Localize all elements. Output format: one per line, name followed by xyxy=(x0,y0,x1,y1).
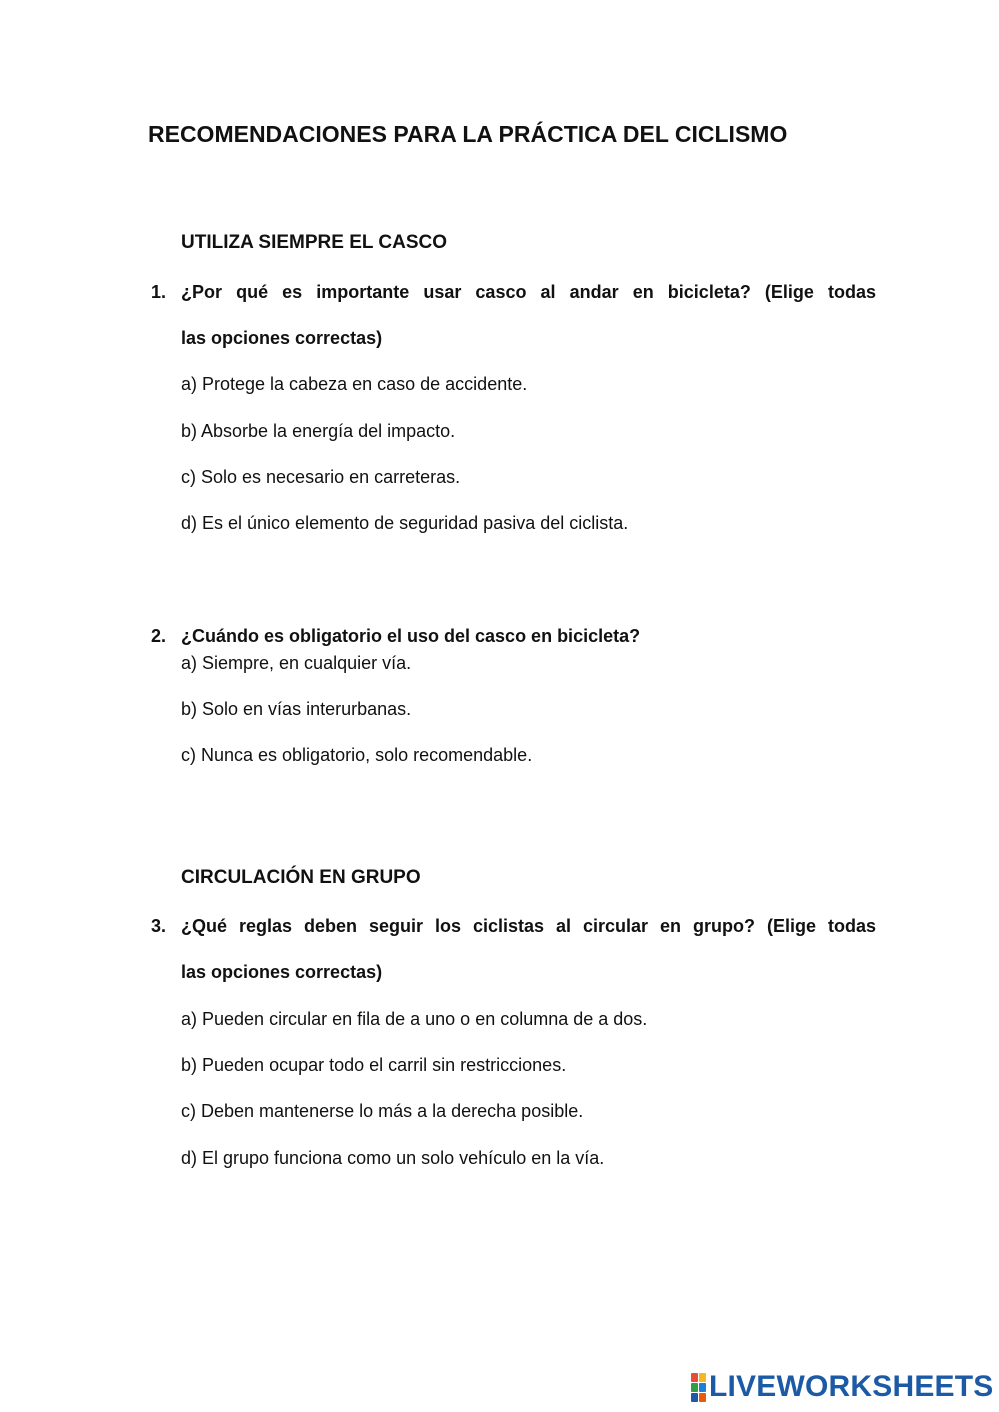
question-2-option-c[interactable]: c) Nunca es obligatorio, solo recomendable. xyxy=(181,745,533,765)
question-1-text-cont: las opciones correctas) xyxy=(181,328,383,348)
question-3-option-b[interactable]: b) Pueden ocupar todo el carril sin restricciones. xyxy=(181,1055,567,1075)
question-1-option-c[interactable]: c) Solo es necesario en carreteras. xyxy=(181,467,461,487)
question-3-text-cont: las opciones correctas) xyxy=(181,962,383,982)
question-2-text: ¿Cuándo es obligatorio el uso del casco en bicicleta? xyxy=(181,626,641,646)
question-1-option-d[interactable]: d) Es el único elemento de seguridad pasiva del ciclista. xyxy=(181,513,629,533)
question-3-option-d[interactable]: d) El grupo funciona como un solo vehículo en la vía. xyxy=(181,1148,605,1168)
page-title: RECOMENDACIONES PARA LA PRÁCTICA DEL CICLISMO xyxy=(148,121,788,147)
question-1-option-b[interactable]: b) Absorbe la energía del impacto. xyxy=(181,421,456,441)
question-1-number: 1. xyxy=(151,282,167,302)
question-2-option-a[interactable]: a) Siempre, en cualquier vía. xyxy=(181,653,412,673)
question-2-number: 2. xyxy=(151,626,167,646)
question-3-number: 3. xyxy=(151,916,167,936)
question-3-option-a[interactable]: a) Pueden circular en fila de a uno o en columna de a dos. xyxy=(181,1009,648,1029)
liveworksheets-logo-text: LIVEWORKSHEETS xyxy=(709,1370,994,1403)
liveworksheets-logo-icon xyxy=(691,1373,705,1401)
section-heading-group: CIRCULACIÓN EN GRUPO xyxy=(181,867,421,888)
question-3-option-c[interactable]: c) Deben mantenerse lo más a la derecha posible. xyxy=(181,1101,584,1121)
question-3-text: ¿Qué reglas deben seguir los ciclistas al circular en grupo? (Elige todas xyxy=(181,916,876,936)
question-2-option-b[interactable]: b) Solo en vías interurbanas. xyxy=(181,699,412,719)
question-1-text: ¿Por qué es importante usar casco al andar en bicicleta? (Elige todas xyxy=(181,282,876,302)
question-1-option-a[interactable]: a) Protege la cabeza en caso de accidente. xyxy=(181,374,528,394)
section-heading-helmet: UTILIZA SIEMPRE EL CASCO xyxy=(181,232,448,253)
liveworksheets-logo[interactable] xyxy=(691,1371,994,1403)
